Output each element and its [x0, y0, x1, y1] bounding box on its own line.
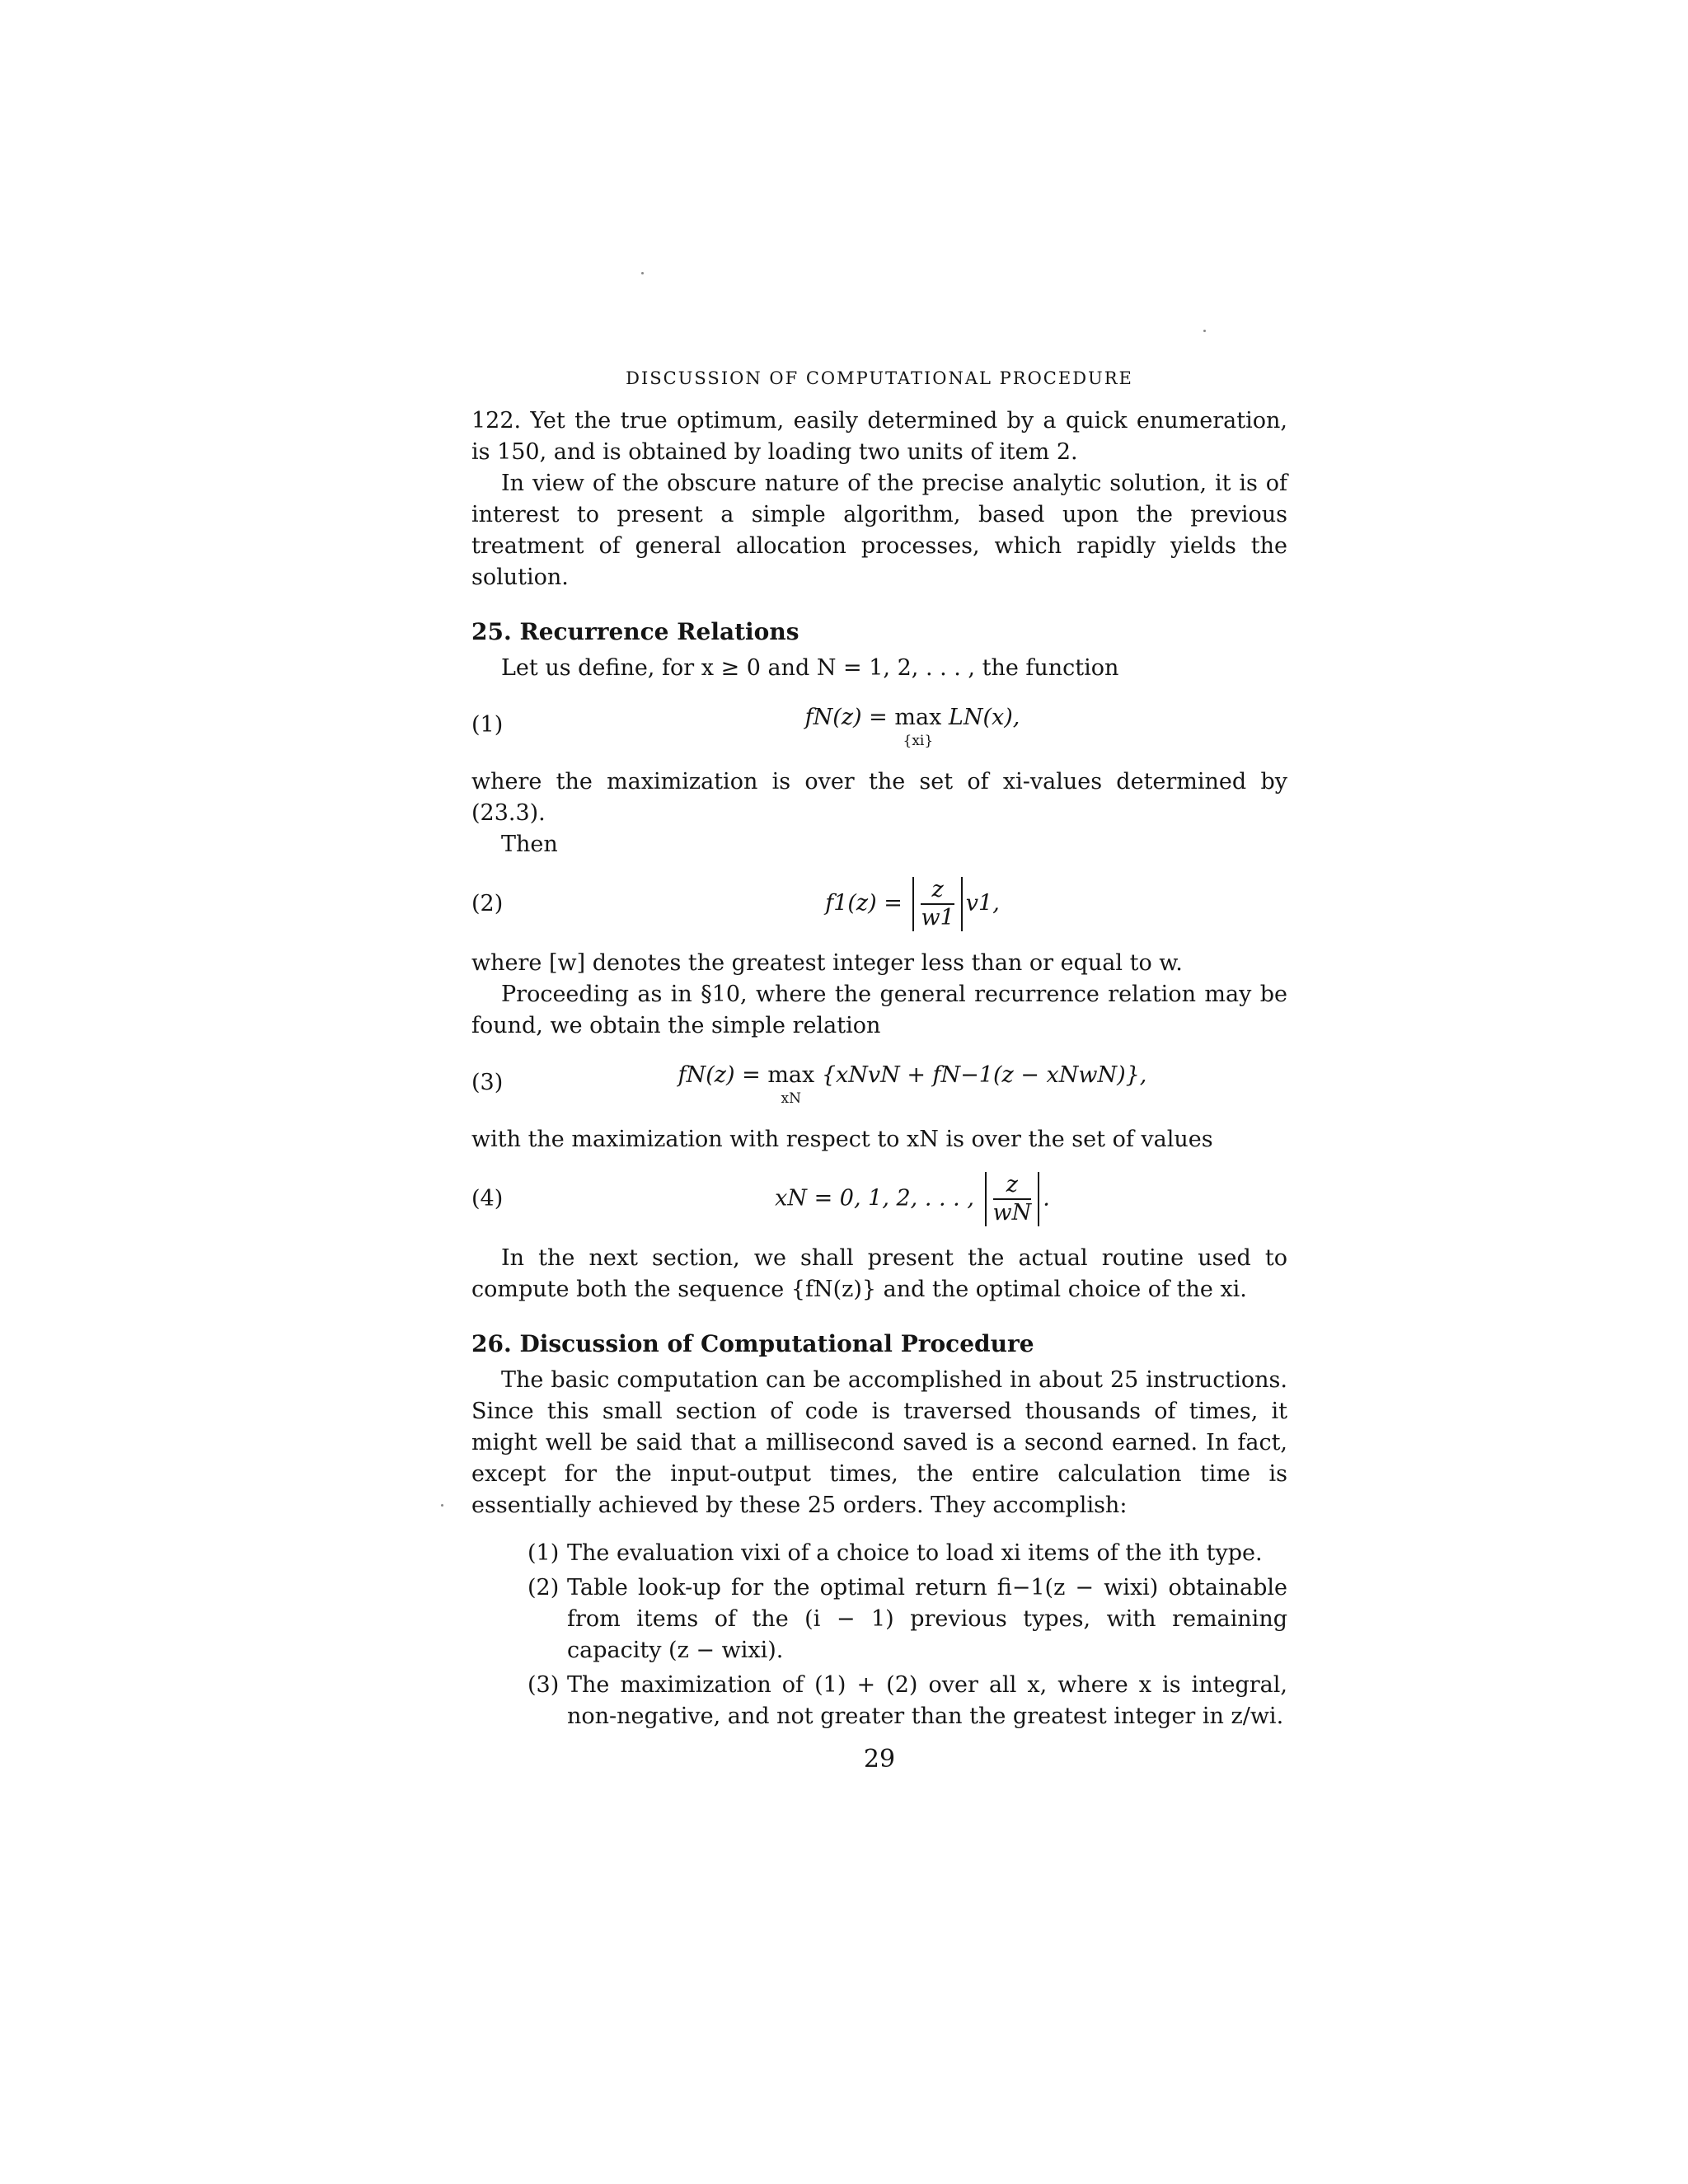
scan-speck — [441, 1504, 443, 1507]
equation-number: (1) — [471, 712, 504, 738]
equation-body — [537, 702, 1287, 748]
max-operator — [767, 1060, 814, 1106]
operator-label: max — [767, 1062, 815, 1088]
fraction-denominator: w1 — [921, 905, 954, 930]
item-text: The maximization of (1) + (2) over all x, where x is integral, non-negative, and not greater than the greatest integer in z/wi. — [567, 1672, 1287, 1729]
equation-1 — [471, 701, 1287, 750]
book-page — [471, 363, 1287, 1775]
operator-subscript: {xi} — [903, 733, 934, 749]
scan-speck — [641, 272, 644, 274]
item-number: (1) — [528, 1540, 560, 1566]
paragraph: with the maximization with respect to xN is over the set of values — [471, 1127, 1213, 1152]
item-number: (2) — [528, 1575, 560, 1601]
equation-rhs: . — [1043, 1185, 1050, 1212]
step-list — [528, 1538, 1287, 1732]
equation-number: (4) — [471, 1186, 504, 1212]
paragraph: Let us define, for x ≥ 0 and N = 1, 2, . . . , the function — [501, 655, 1119, 681]
equation-body — [537, 877, 1287, 931]
equation-lhs: f1(z) = — [825, 890, 910, 916]
paragraph: The basic computation can be accomplished in about 25 instructions. Since this small section of code is traversed thousands of times, it might well be said that a millisecond saved is a second earned. In fact, except for the input-output times, the entire calculation time is essentially achieved by these 25 orders. They accomplish: — [471, 1367, 1287, 1518]
paragraph: In view of the obscure nature of the precise analytic solution, it is of interest to present a simple algorithm, based upon the previous treatment of general allocation processes, which rapidly yields the solution. — [471, 471, 1287, 590]
scan-speck — [1203, 330, 1206, 332]
fraction-denominator: wN — [992, 1200, 1032, 1226]
item-number: (3) — [528, 1672, 560, 1698]
paragraph: In the next section, we shall present the actual routine used to compute both the sequence {fN(z)} and the optimal choice of the xi. — [471, 1245, 1287, 1302]
max-operator — [894, 702, 941, 748]
equation-lhs: fN(z) = — [804, 705, 895, 730]
item-text: Table look-up for the optimal return fi−1(z − wixi) obtainable from items of the (i − 1) previous types, with remaining capacity (z − wixi). — [567, 1575, 1287, 1663]
equation-2 — [471, 877, 1287, 931]
equation-rhs: {xNvN + fN−1(z − xNwN)}, — [814, 1062, 1147, 1088]
list-item — [528, 1670, 1287, 1732]
paragraph: where the maximization is over the set of xi-values determined by (23.3). — [471, 769, 1287, 826]
equation-number: (3) — [471, 1070, 504, 1095]
list-item — [528, 1538, 1287, 1569]
section-heading: 25. Recurrence Relations — [471, 618, 799, 645]
paragraph: where [w] denotes the greatest integer less than or equal to w. — [471, 950, 1183, 976]
equation-lhs: fN(z) = — [678, 1062, 768, 1088]
equation-4 — [471, 1172, 1287, 1226]
paragraph: Proceeding as in §10, where the general recurrence relation may be found, we obtain the simple relation — [471, 982, 1287, 1038]
operator-label: max — [894, 705, 942, 730]
paragraph: 122. Yet the true optimum, easily determined by a quick enumeration, is 150, and is obtained by loading two units of item 2. — [471, 408, 1287, 465]
floor-fraction — [912, 877, 962, 931]
operator-subscript: xN — [781, 1090, 802, 1107]
fraction-numerator: z — [993, 1172, 1032, 1200]
equation-lhs: xN = 0, 1, 2, . . . , — [775, 1185, 982, 1212]
paragraph: Then — [501, 832, 558, 857]
equation-rhs: LN(x), — [941, 705, 1020, 730]
running-head: DISCUSSION OF COMPUTATIONAL PROCEDURE — [626, 368, 1133, 388]
equation-rhs: v1, — [965, 890, 1000, 916]
page-number: 29 — [863, 1745, 896, 1774]
floor-fraction — [985, 1172, 1040, 1226]
list-item — [528, 1572, 1287, 1666]
equation-body — [537, 1060, 1287, 1106]
equation-body — [537, 1172, 1287, 1226]
section-heading: 26. Discussion of Computational Procedure — [471, 1330, 1034, 1357]
equation-3 — [471, 1058, 1287, 1108]
fraction-numerator: z — [921, 877, 954, 905]
item-text: The evaluation vixi of a choice to load xi items of the ith type. — [567, 1540, 1263, 1566]
equation-number: (2) — [471, 891, 504, 916]
